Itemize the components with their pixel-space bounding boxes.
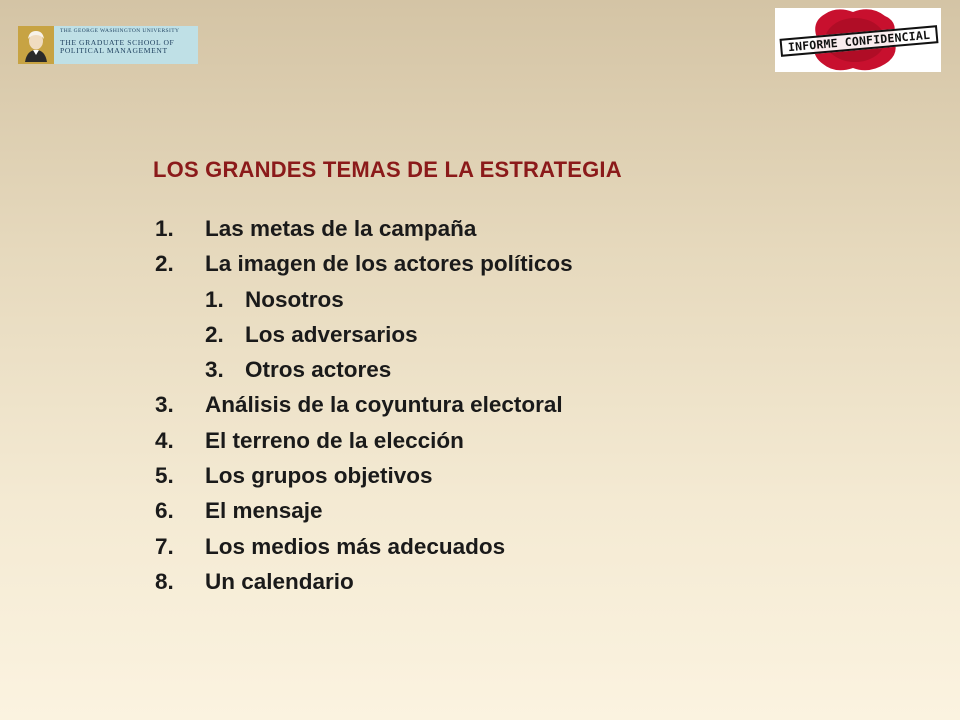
list-item-number: 1. — [155, 216, 174, 241]
list-item-number: 4. — [155, 427, 174, 453]
university-name: THE GEORGE WASHINGTON UNIVERSITY — [60, 28, 180, 34]
list-item-label: Las metas de la campaña — [205, 216, 477, 241]
sub-list-item-number: 2. — [205, 321, 224, 347]
list-item-label: Un calendario — [205, 568, 354, 594]
list-item — [155, 564, 573, 599]
list-item-number: 3. — [155, 392, 174, 418]
university-logo — [18, 26, 198, 64]
sub-list-item-label: Los adversarios — [245, 321, 418, 347]
school-name-line1: THE GRADUATE SCHOOL OF — [60, 37, 175, 47]
list-item — [155, 423, 573, 458]
confidential-text: INFORME CONFIDENCIAL — [787, 27, 931, 55]
list-item-label: La imagen de los actores políticos — [205, 251, 573, 277]
slide-title: LOS GRANDES TEMAS DE LA ESTRATEGIA — [153, 157, 622, 182]
list-item — [155, 387, 573, 422]
list-item-label: Los medios más adecuados — [205, 533, 506, 559]
sub-list-item — [155, 352, 573, 387]
list-item-label: El mensaje — [205, 498, 323, 524]
list-item — [155, 493, 573, 528]
list-item — [155, 211, 573, 246]
list-item — [155, 458, 573, 493]
list-item-number: 5. — [155, 463, 174, 489]
list-item-number: 8. — [155, 568, 174, 594]
sub-list-item — [155, 317, 573, 352]
sub-list-item-label: Nosotros — [245, 286, 344, 312]
sub-list-item-number: 3. — [205, 357, 224, 383]
school-name-line2: POLITICAL MANAGEMENT — [60, 46, 168, 56]
list-item-label: Los grupos objetivos — [205, 463, 433, 489]
list-item — [155, 246, 573, 281]
list-item-number: 2. — [155, 251, 174, 277]
topic-list — [155, 211, 573, 599]
list-item-label: El terreno de la elección — [205, 427, 464, 453]
confidential-logo — [775, 8, 941, 72]
list-item-number: 7. — [155, 533, 174, 559]
list-item-number: 6. — [155, 498, 174, 524]
list-item — [155, 529, 573, 564]
sub-list-item-number: 1. — [205, 286, 224, 312]
portrait-icon — [18, 26, 54, 64]
university-logo-text — [54, 26, 198, 64]
list-item-label: Análisis de la coyuntura electoral — [205, 392, 563, 418]
sub-list-item-label: Otros actores — [245, 357, 392, 383]
sub-list-item — [155, 282, 573, 317]
